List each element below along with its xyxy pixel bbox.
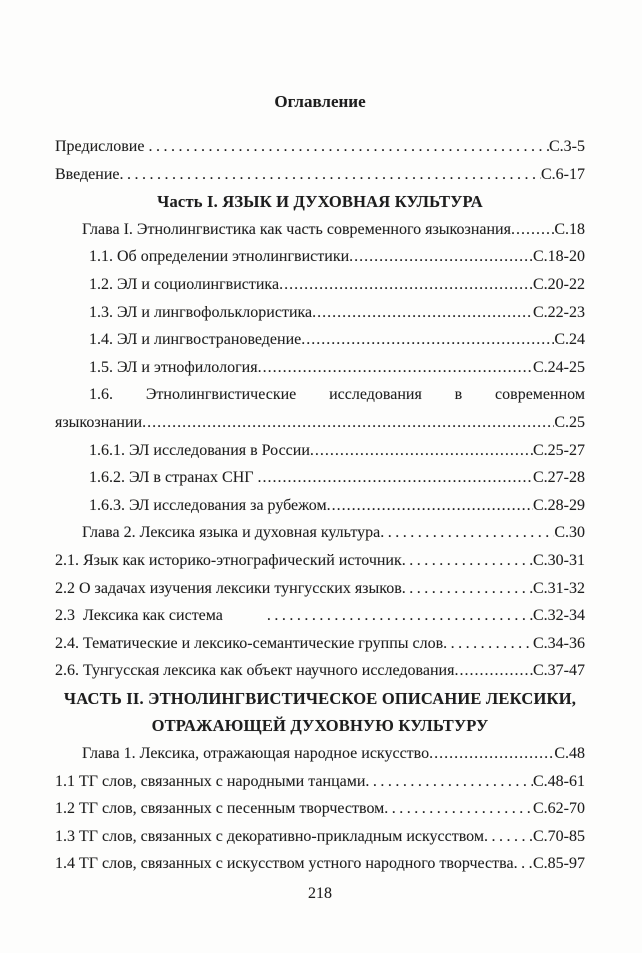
toc-entry-page: С.37-47 — [533, 662, 585, 680]
toc-entry-label: 1.6.2. ЭЛ в странах СНГ — [89, 469, 258, 487]
dot-leader — [384, 795, 533, 823]
toc-entry — [55, 409, 585, 437]
dot-leader — [120, 161, 542, 189]
dot-leader — [402, 575, 533, 603]
dot-leader — [454, 657, 533, 685]
toc-entry — [55, 547, 585, 575]
toc-entry-label: Глава 2. Лексика языка и духовная культура — [82, 524, 381, 542]
toc-entry-label: 1.1. Об определении этнолингвистики — [89, 248, 350, 266]
dot-leader — [279, 271, 533, 299]
dot-leader — [258, 354, 533, 382]
toc-entry-label: 2.6. Тунгусская лексика как объект научного исследования — [55, 662, 455, 680]
toc-entry-page: С.3-5 — [549, 138, 585, 155]
dot-leader — [511, 216, 554, 244]
toc-entry — [55, 437, 585, 465]
toc-entry — [55, 602, 585, 630]
toc-entry-label: 2.3 Лексика как система — [55, 607, 223, 625]
toc-entry — [55, 216, 585, 244]
toc-entry — [55, 354, 585, 382]
dot-leader — [443, 630, 533, 658]
toc-entry-page: С.6-17 — [541, 165, 585, 183]
toc-entry-page: С.22-23 — [533, 303, 585, 321]
toc-entry-label: 1.5. ЭЛ и этнофилология — [89, 358, 258, 376]
toc-entry-page: С.48-61 — [533, 772, 585, 790]
toc-entry-page: С.28-29 — [533, 496, 585, 514]
toc-entry-page: С.34-36 — [533, 634, 585, 652]
toc-entry-page: С.48 — [554, 745, 585, 763]
dot-leader — [142, 409, 554, 437]
toc-entry-label: 1.1 ТГ слов, связанных с народными танцами — [55, 772, 366, 790]
toc-entry-page: С.30 — [554, 524, 585, 542]
toc-entry-page: С.27-28 — [533, 469, 585, 487]
toc-entry-label: 1.3 ТГ слов, связанных с декоративно-прикладным искусством — [55, 827, 484, 845]
toc-entry — [55, 381, 585, 409]
toc-part-heading: ЧАСТЬ II. ЭТНОЛИНГВИСТИЧЕСКОЕ ОПИСАНИЕ ЛЕКСИКИ, — [63, 688, 577, 708]
dot-leader — [310, 437, 533, 465]
dot-leader — [514, 850, 533, 878]
toc-part-heading: ОТРАЖАЮЩЕЙ ДУХОВНУЮ КУЛЬТУРУ — [151, 716, 489, 736]
page-number: 218 — [308, 885, 332, 903]
page-title: Оглавление — [274, 92, 366, 111]
toc-entry — [55, 492, 585, 520]
toc-entry-label: Введение — [55, 165, 120, 183]
toc-entry-label: 1.2 ТГ слов, связанных с песенным творчеством — [55, 800, 385, 818]
toc-entry — [55, 795, 585, 823]
dot-leader — [301, 326, 554, 354]
toc-entry-word: исследования — [329, 386, 422, 404]
toc-entry — [55, 823, 585, 851]
toc-entry-page: С.20-22 — [533, 275, 585, 293]
toc-entry — [55, 850, 585, 878]
toc-entry-page: С.24 — [554, 331, 585, 349]
toc-entry — [55, 271, 585, 299]
toc-entry-label: Предисловие — [55, 138, 149, 155]
toc-entry-label: 1.4. ЭЛ и лингвострановедение — [89, 331, 302, 349]
toc-entry-label: 1.3. ЭЛ и лингвофольклористика — [89, 303, 313, 321]
dot-leader — [148, 133, 549, 161]
toc-entry — [55, 133, 585, 161]
toc-entry-page: С.62-70 — [533, 800, 585, 818]
dot-leader — [402, 547, 533, 575]
toc-entry-label: 2.1. Язык как историко-этнографический источник — [55, 551, 402, 569]
dot-leader — [312, 299, 533, 327]
dot-leader — [258, 464, 534, 492]
toc-entry — [55, 243, 585, 271]
toc-entry-label: 1.2. ЭЛ и социолингвистика — [89, 275, 280, 293]
toc-entry-page: С.70-85 — [533, 827, 585, 845]
toc-entry — [55, 740, 585, 768]
toc-entry-page: С.25-27 — [533, 441, 585, 459]
toc-entry-word: современном — [495, 386, 585, 404]
toc-entry-page: С.18 — [554, 220, 585, 238]
toc-entry-page: С.25 — [554, 413, 585, 431]
toc-entry-page: С.85-97 — [533, 855, 585, 873]
toc-entry-page: С.30-31 — [533, 551, 585, 569]
toc-entry — [55, 768, 585, 796]
toc-entry-label: 1.6.3. ЭЛ исследования за рубежом — [89, 496, 327, 514]
toc-entry — [55, 630, 585, 658]
toc-entry-label: 1.6.1. ЭЛ исследования в России — [89, 441, 310, 459]
dot-leader — [484, 823, 533, 851]
toc-entry — [55, 299, 585, 327]
toc-part-heading: Часть I. ЯЗЫК И ДУХОВНАЯ КУЛЬТУРА — [157, 192, 483, 212]
toc-entry-label: языкознании — [55, 413, 143, 431]
toc-entry — [55, 657, 585, 685]
toc-entry-word: в — [454, 386, 463, 404]
dot-leader — [349, 243, 533, 271]
dot-leader — [327, 492, 533, 520]
dot-leader — [429, 740, 554, 768]
toc-entry-word: 1.6. — [89, 386, 113, 404]
toc-entry-page: С.18-20 — [533, 248, 585, 266]
toc-entry — [55, 575, 585, 603]
toc-entry-label: Глава 1. Лексика, отражающая народное искусство — [82, 745, 430, 763]
toc-entry-page: С.32-34 — [533, 607, 585, 625]
toc-entry-label: 2.2 О задачах изучения лексики тунгусских языков — [55, 579, 402, 597]
toc-entry-page: С.24-25 — [533, 358, 585, 376]
toc-entry-page: С.31-32 — [533, 579, 585, 597]
toc-entry-label: Глава I. Этнолингвистика как часть современного языкознания — [82, 220, 511, 238]
dot-leader — [380, 519, 554, 547]
toc-entry — [55, 464, 585, 492]
toc-entry-word: Этнолингвистические — [145, 386, 297, 404]
toc-entry — [55, 519, 585, 547]
toc-entry-label: 2.4. Тематические и лексико-семантические группы слов — [55, 634, 444, 652]
toc-entry — [55, 161, 585, 189]
toc-entry — [55, 326, 585, 354]
toc-list — [55, 133, 585, 878]
toc-entry-label: 1.4 ТГ слов, связанных с искусством устного народного творчества — [55, 855, 514, 873]
dot-leader — [365, 768, 533, 796]
dot-leader — [267, 602, 533, 630]
